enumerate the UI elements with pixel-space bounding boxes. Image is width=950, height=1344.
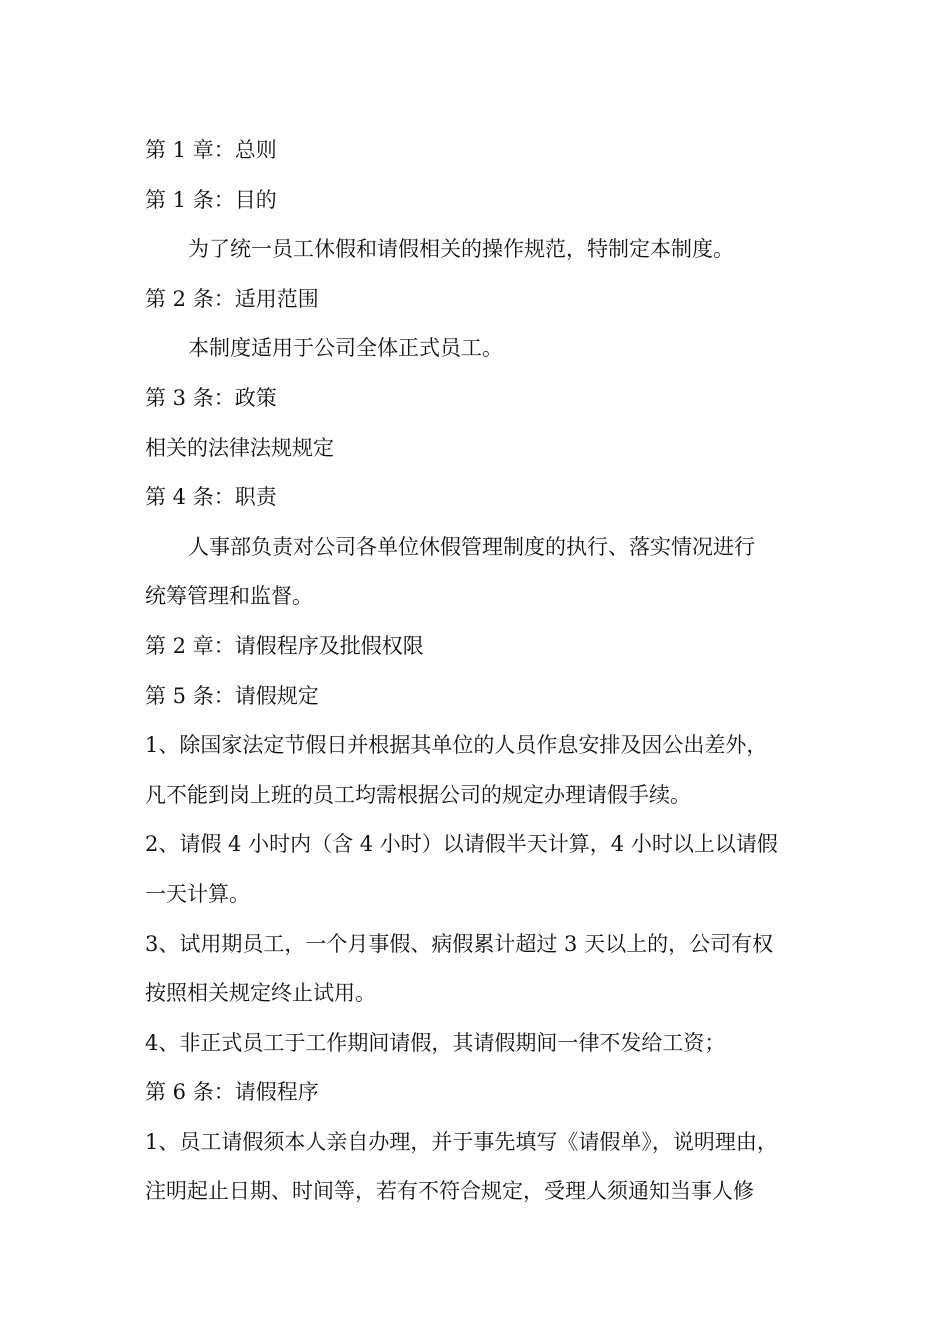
- chapter-2-heading: 第 2 章：请假程序及批假权限: [145, 633, 424, 658]
- rule-3-line-2: 按照相关规定终止试用。: [145, 981, 376, 1006]
- article-4-paragraph-line-2: 统筹管理和监督。: [145, 584, 313, 609]
- article-1-paragraph: 为了统一员工休假和请假相关的操作规范，特制定本制度。: [188, 237, 734, 262]
- rule-1-line-1: 1、除国家法定节假日并根据其单位的人员作息安排及因公出差外，: [145, 733, 768, 758]
- article-3-paragraph: 相关的法律法规规定: [145, 435, 334, 460]
- document-body: [145, 126, 835, 1217]
- article-4-heading: 第 4 条：职责: [145, 485, 277, 510]
- article-3-heading: 第 3 条：政策: [145, 385, 277, 410]
- article-4-paragraph-line-1: 人事部负责对公司各单位休假管理制度的执行、落实情况进行: [188, 534, 755, 559]
- chapter-1-heading: 第 1 章：总则: [145, 138, 277, 162]
- article-2-paragraph: 本制度适用于公司全体正式员工。: [188, 336, 503, 361]
- article-5-heading: 第 5 条：请假规定: [145, 683, 319, 708]
- procedure-1-line-1: 1、员工请假须本人亲自办理，并于事先填写《请假单》，说明理由，: [145, 1129, 778, 1154]
- rule-2-line-1: 2、请假 4 小时内（含 4 小时）以请假半天计算，4 小时以上以请假: [145, 832, 778, 857]
- rule-1-line-2: 凡不能到岗上班的员工均需根据公司的规定办理请假手续。: [145, 782, 691, 807]
- rule-4-line-1: 4、非正式员工于工作期间请假，其请假期间一律不发给工资；: [145, 1030, 726, 1055]
- article-6-heading: 第 6 条：请假程序: [145, 1080, 319, 1105]
- procedure-1-line-2: 注明起止日期、时间等，若有不符合规定，受理人须通知当事人修: [145, 1179, 754, 1204]
- rule-2-line-2: 一天计算。: [145, 881, 250, 906]
- article-2-heading: 第 2 条：适用范围: [145, 286, 319, 311]
- rule-3-line-1: 3、试用期员工，一个月事假、病假累计超过 3 天以上的，公司有权: [145, 931, 774, 956]
- article-1-heading: 第 1 条：目的: [145, 187, 277, 212]
